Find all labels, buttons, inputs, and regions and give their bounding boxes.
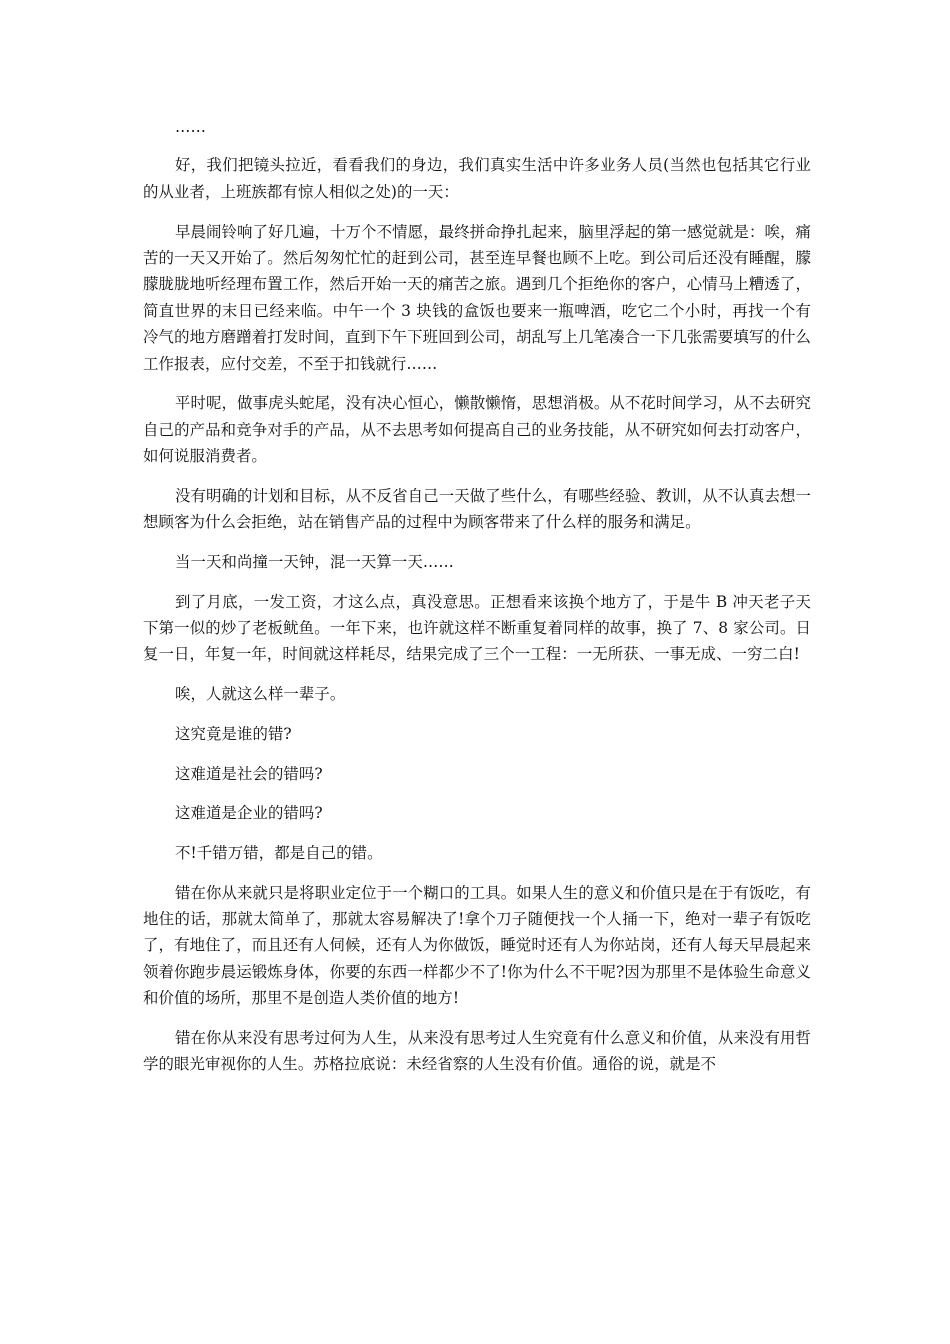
paragraph-company-fault: 这难道是企业的错吗?	[175, 804, 323, 823]
paragraph-whose-fault: 这究竟是谁的错?	[175, 724, 292, 743]
paragraph-sigh: 唉，人就这么样一辈子。	[175, 685, 346, 704]
paragraph-no-plan: 没有明确的计划和目标，从不反省自己一天做了些什么，有哪些经验、教训，从不认真去想一想顾客为什么会拒绝，站在销售产品的过程中为顾客带来了什么样的服务和满足。	[143, 486, 811, 532]
paragraph-own-fault: 不!千错万错，都是自己的错。	[175, 843, 383, 862]
paragraph-society-fault: 这难道是社会的错吗?	[175, 764, 323, 783]
paragraph-habits: 平时呢，做事虎头蛇尾，没有决心恒心，懒散懒惰，思想消极。从不花时间学习，从不去研究自己的产品和竞争对手的产品，从不去思考如何提高自己的业务技能，从不研究如何去打动客户，如何说服消费者。	[143, 394, 811, 466]
paragraph-ellipsis: ……	[175, 118, 206, 136]
paragraph-meaning-of-life: 错在你从来没有思考过何为人生，从来没有思考过人生究竟有什么意义和价值，从来没有用哲学的眼光审视你的人生。苏格拉底说：未经省察的人生没有价值。通俗的说，就是不	[143, 1028, 811, 1074]
paragraph-intro: 好，我们把镜头拉近，看看我们的身边，我们真实生活中许多业务人员(当然也包括其它行业的从业者，上班族都有惊人相似之处)的一天：	[143, 156, 811, 201]
paragraph-career-tool: 错在你从来就只是将职业定位于一个糊口的工具。如果人生的意义和价值只是在于有饭吃，有地住的话，那就太简单了，那就太容易解决了!拿个刀子随便找一个人捅一下，绝对一辈子有饭吃了，有地住了，而且还有人伺候，还有人为你做饭，睡觉时还有人为你站岗，还有人每天早晨起来领着你跑步晨运锻炼身体，你要的东西一样都少不了!你为什么不干呢?因为那里不是体验生命意义和价值的场所，那里不是创造人类价值的地方!	[143, 883, 811, 1008]
paragraph-morning: 早晨闹铃响了好几遍，十万个不情愿，最终拼命挣扎起来，脑里浮起的第一感觉就是：唉，痛苦的一天又开始了。然后匆匆忙忙的赶到公司，甚至连早餐也顾不上吃。到公司后还没有睡醒，朦朦胧胧地听经理布置工作，然后开始一天的痛苦之旅。遇到几个拒绝你的客户，心情马上糟透了，简直世界的末日已经来临。中午一个 3 块钱的盒饭也要来一瓶啤酒，吃它二个小时，再找一个有冷气的地方磨蹭着打发时间，直到下午下班回到公司，胡乱写上几笔凑合一下几张需要填写的什么工作报表，应付交差，不至于扣钱就行……	[143, 222, 811, 373]
paragraph-monk: 当一天和尚撞一天钟，混一天算一天……	[175, 552, 454, 571]
paragraph-month-end: 到了月底，一发工资，才这么点，真没意思。正想看来该换个地方了，于是牛 B 冲天老子天下第一似的炒了老板鱿鱼。一年下来，也许就这样不断重复着同样的故事，换了 7、8 家公司。日复一日，年复一年，时间就这样耗尽，结果完成了三个一工程：一无所获、一事无成、一穷二白!	[143, 592, 811, 664]
document-body	[143, 114, 811, 1091]
